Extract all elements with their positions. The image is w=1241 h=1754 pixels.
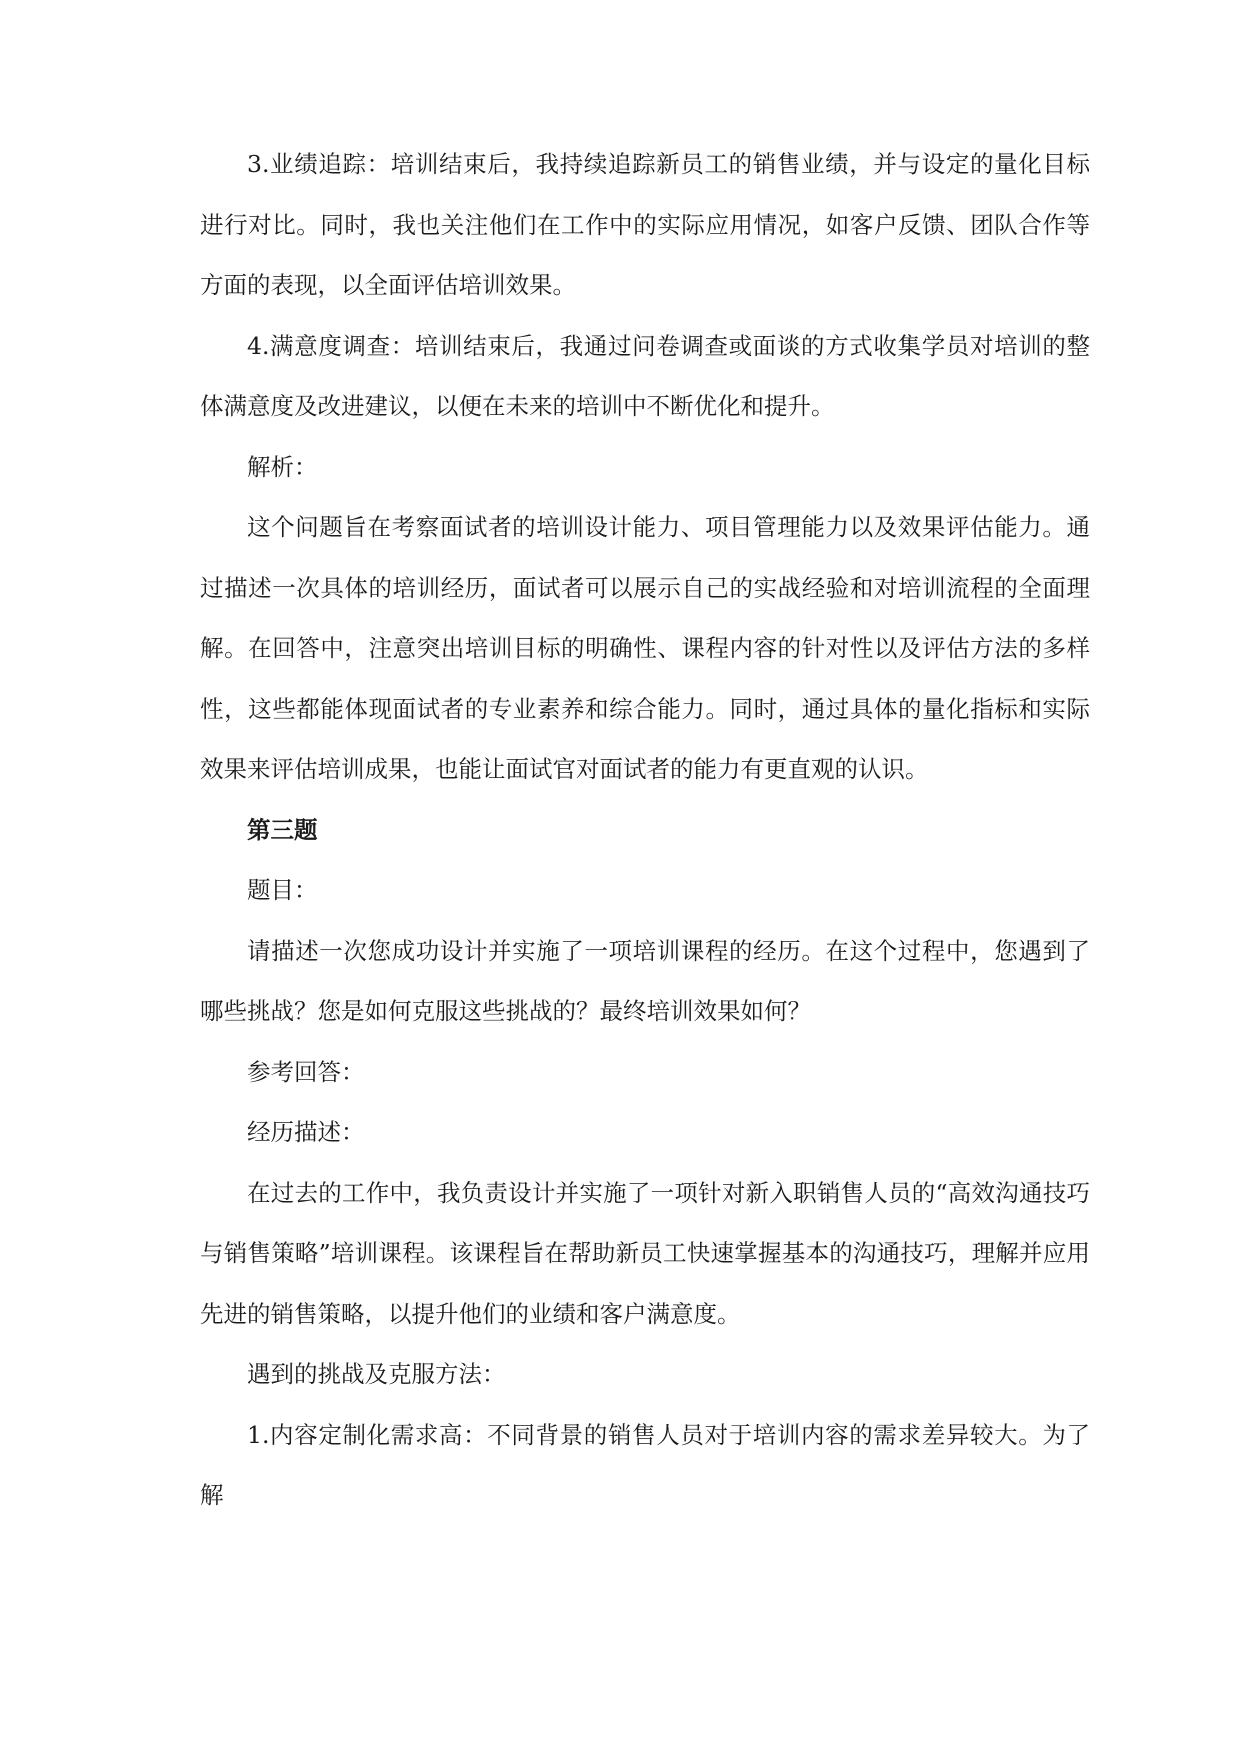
section-heading-question-three: 第三题 [247, 815, 318, 844]
paragraph-analysis-body: 这个问题旨在考察面试者的培训设计能力、项目管理能力以及效果评估能力。通过描述一次具体的培训经历，面试者可以展示自己的实战经验和对培训流程的全面理解。在回答中，注意突出培训目标的明确性、课程内容的针对性以及评估方法的多样性，这些都能体现面试者的专业素养和综合能力。同时，通过具体的量化指标和实际效果来评估培训成果，也能让面试官对面试者的能力有更直观的认识。 [200, 513, 1090, 783]
paragraph-challenges-label: 遇到的挑战及克服方法： [247, 1360, 506, 1388]
paragraph-question-label: 题目： [247, 876, 318, 904]
document-body [200, 134, 1090, 1526]
paragraph-experience-label: 经历描述： [247, 1118, 365, 1146]
paragraph-analysis-label: 解析： [247, 452, 318, 481]
paragraph-experience-body: 在过去的工作中，我负责设计并实施了一项针对新入职销售人员的“高效沟通技巧与销售策略”培训课程。该课程旨在帮助新员工快速掌握基本的沟通技巧，理解并应用先进的销售策略，以提升他们的业绩和客户满意度。 [200, 1178, 1090, 1328]
paragraph-challenge-one: 1.内容定制化需求高：不同背景的销售人员对于培训内容的需求差异较大。为了解 [200, 1420, 1090, 1509]
paragraph-reference-answer-label: 参考回答： [247, 1057, 365, 1086]
paragraph-satisfaction-survey: 4.满意度调查：培训结束后，我通过问卷调查或面谈的方式收集学员对培训的整体满意度及改进建议，以便在未来的培训中不断优化和提升。 [200, 331, 1090, 420]
paragraph-performance-tracking: 3.业绩追踪：培训结束后，我持续追踪新员工的销售业绩，并与设定的量化目标进行对比。同时，我也关注他们在工作中的实际应用情况，如客户反馈、团队合作等方面的表现，以全面评估培训效果。 [200, 150, 1090, 299]
paragraph-question-body: 请描述一次您成功设计并实施了一项培训课程的经历。在这个过程中，您遇到了哪些挑战？您是如何克服这些挑战的？最终培训效果如何？ [200, 936, 1090, 1025]
